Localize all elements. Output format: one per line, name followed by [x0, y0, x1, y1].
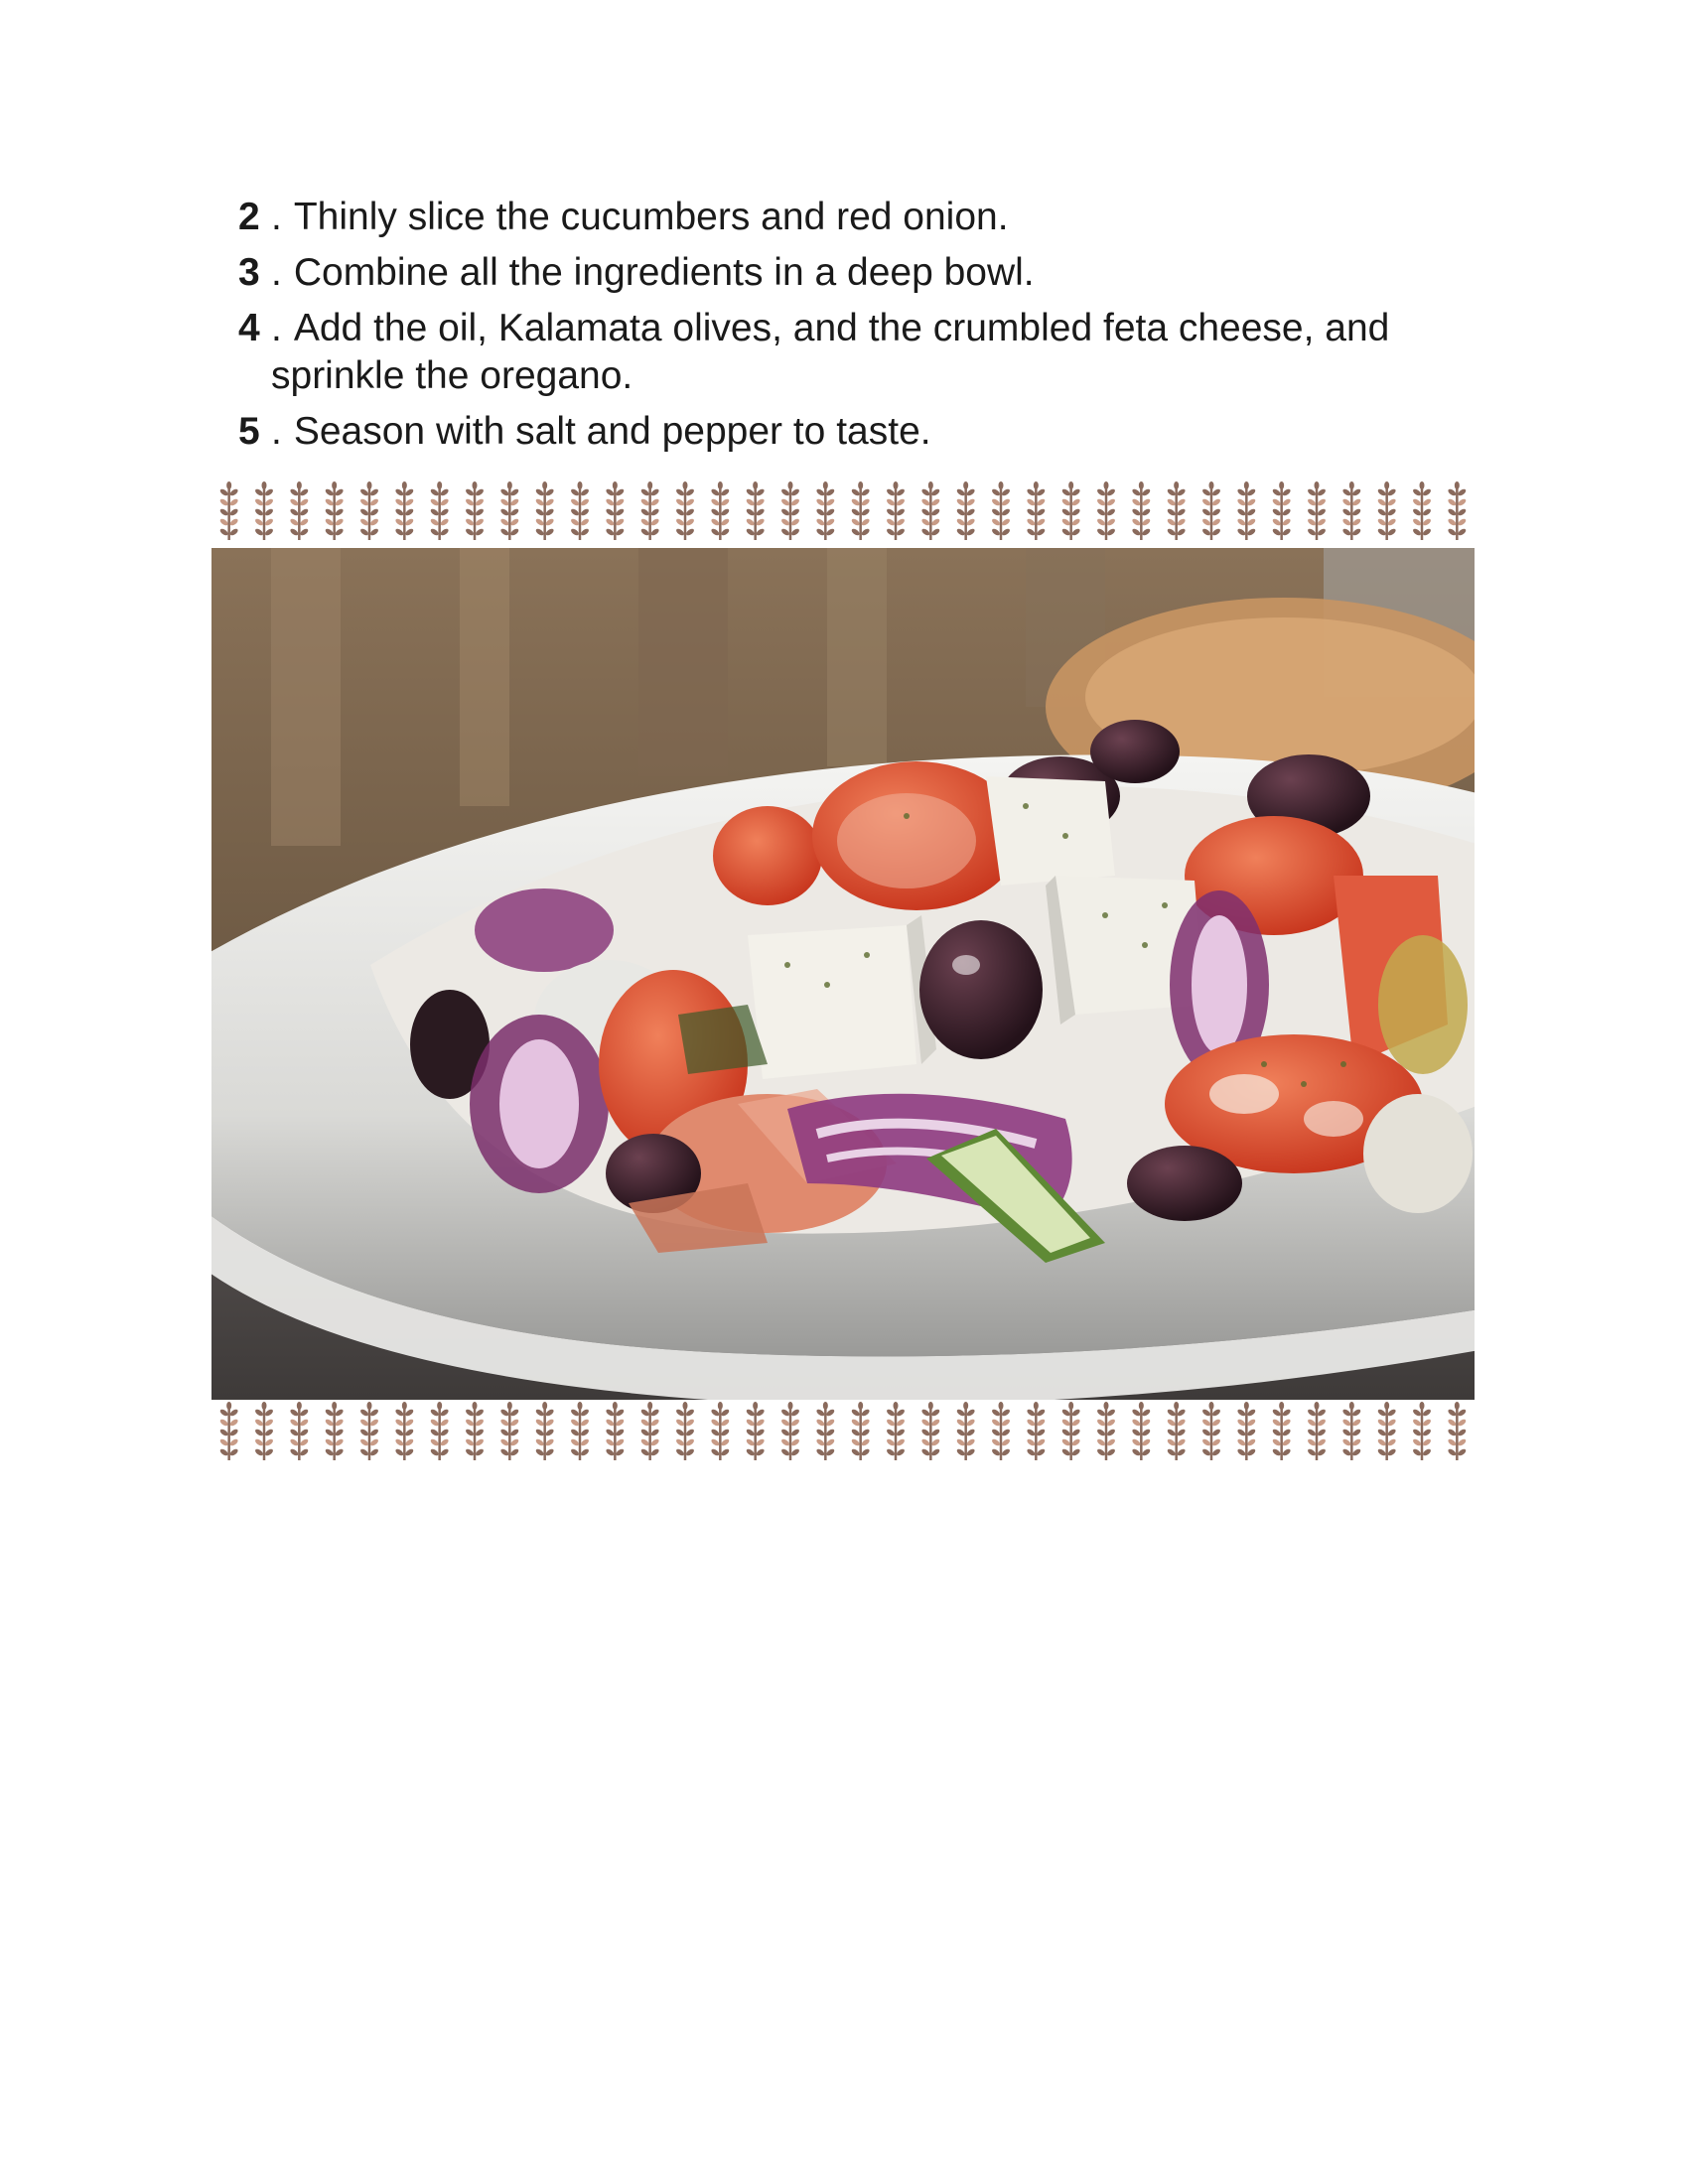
wheat-sprig-icon	[1307, 481, 1327, 540]
wheat-sprig-icon	[219, 1402, 239, 1460]
wheat-sprig-icon	[851, 1402, 871, 1460]
step-number: 5	[238, 410, 260, 453]
wheat-sprig-icon	[991, 481, 1011, 540]
step-separator: .	[271, 251, 282, 294]
step-separator: .	[271, 410, 282, 453]
wheat-sprig-icon	[675, 1402, 695, 1460]
wheat-sprig-row	[211, 1401, 1475, 1466]
step-item	[238, 194, 1479, 241]
step-text: Thinly slice the cucumbers and red onion.	[293, 196, 1009, 238]
wheat-sprig-icon	[1272, 1402, 1292, 1460]
wheat-sprig-icon	[1447, 481, 1467, 540]
wheat-sprig-icon	[710, 1402, 730, 1460]
decorative-border-top	[211, 480, 1475, 546]
wheat-sprig-icon	[254, 481, 274, 540]
wheat-sprig-icon	[535, 1402, 555, 1460]
step-item	[238, 408, 1479, 456]
wheat-sprig-icon	[1201, 481, 1221, 540]
wheat-sprig-icon	[886, 481, 906, 540]
wheat-sprig-icon	[394, 1402, 414, 1460]
wheat-sprig-icon	[1131, 481, 1151, 540]
salad-photo	[211, 548, 1475, 1400]
step-item	[238, 249, 1479, 297]
wheat-sprig-icon	[1377, 1402, 1397, 1460]
step-text: Season with salt and pepper to taste.	[293, 410, 931, 453]
wheat-sprig-icon	[1272, 481, 1292, 540]
wheat-sprig-row	[211, 480, 1475, 546]
step-text: Combine all the ingredients in a deep bowl.	[293, 251, 1035, 294]
wheat-sprig-icon	[640, 1402, 660, 1460]
wheat-sprig-icon	[394, 481, 414, 540]
wheat-sprig-icon	[710, 481, 730, 540]
wheat-sprig-icon	[1026, 1402, 1046, 1460]
decorative-border-bottom	[211, 1401, 1475, 1466]
wheat-sprig-icon	[254, 1402, 274, 1460]
wheat-sprig-icon	[499, 481, 519, 540]
wheat-sprig-icon	[1026, 481, 1046, 540]
wheat-sprig-icon	[605, 481, 625, 540]
wheat-sprig-icon	[359, 481, 379, 540]
step-number: 3	[238, 251, 260, 294]
wheat-sprig-icon	[851, 481, 871, 540]
wheat-sprig-icon	[430, 481, 450, 540]
step-separator: .	[271, 307, 282, 349]
wheat-sprig-icon	[570, 1402, 590, 1460]
wheat-sprig-icon	[1412, 481, 1432, 540]
wheat-sprig-icon	[289, 1402, 309, 1460]
wheat-sprig-icon	[1447, 1402, 1467, 1460]
wheat-sprig-icon	[1377, 481, 1397, 540]
step-number: 2	[238, 196, 260, 238]
wheat-sprig-icon	[1412, 1402, 1432, 1460]
salad-bowl-image	[211, 548, 1475, 1400]
wheat-sprig-icon	[465, 1402, 485, 1460]
step-number: 4	[238, 307, 260, 349]
wheat-sprig-icon	[815, 481, 835, 540]
wheat-sprig-icon	[289, 481, 309, 540]
wheat-sprig-icon	[1131, 1402, 1151, 1460]
wheat-sprig-icon	[956, 1402, 976, 1460]
wheat-sprig-icon	[640, 481, 660, 540]
wheat-sprig-icon	[1061, 481, 1081, 540]
wheat-sprig-icon	[1341, 1402, 1361, 1460]
wheat-sprig-icon	[746, 481, 766, 540]
wheat-sprig-icon	[1096, 1402, 1116, 1460]
wheat-sprig-icon	[359, 1402, 379, 1460]
wheat-sprig-icon	[325, 1402, 345, 1460]
wheat-sprig-icon	[465, 481, 485, 540]
wheat-sprig-icon	[746, 1402, 766, 1460]
step-text: Add the oil, Kalamata olives, and the crumbled feta cheese, and sprinkle the oregano.	[271, 307, 1390, 397]
wheat-sprig-icon	[535, 481, 555, 540]
wheat-sprig-icon	[499, 1402, 519, 1460]
wheat-sprig-icon	[570, 481, 590, 540]
wheat-sprig-icon	[920, 481, 940, 540]
step-item	[238, 305, 1479, 400]
wheat-sprig-icon	[1341, 481, 1361, 540]
wheat-sprig-icon	[605, 1402, 625, 1460]
wheat-sprig-icon	[1167, 1402, 1187, 1460]
wheat-sprig-icon	[780, 1402, 800, 1460]
wheat-sprig-icon	[1096, 481, 1116, 540]
wheat-sprig-icon	[325, 481, 345, 540]
step-separator: .	[271, 196, 282, 238]
recipe-steps	[238, 194, 1479, 464]
wheat-sprig-icon	[886, 1402, 906, 1460]
wheat-sprig-icon	[1061, 1402, 1081, 1460]
wheat-sprig-icon	[991, 1402, 1011, 1460]
wheat-sprig-icon	[430, 1402, 450, 1460]
wheat-sprig-icon	[780, 481, 800, 540]
wheat-sprig-icon	[1307, 1402, 1327, 1460]
wheat-sprig-icon	[815, 1402, 835, 1460]
wheat-sprig-icon	[1201, 1402, 1221, 1460]
wheat-sprig-icon	[1167, 481, 1187, 540]
wheat-sprig-icon	[675, 481, 695, 540]
wheat-sprig-icon	[956, 481, 976, 540]
wheat-sprig-icon	[1236, 481, 1256, 540]
wheat-sprig-icon	[1236, 1402, 1256, 1460]
wheat-sprig-icon	[920, 1402, 940, 1460]
wheat-sprig-icon	[219, 481, 239, 540]
